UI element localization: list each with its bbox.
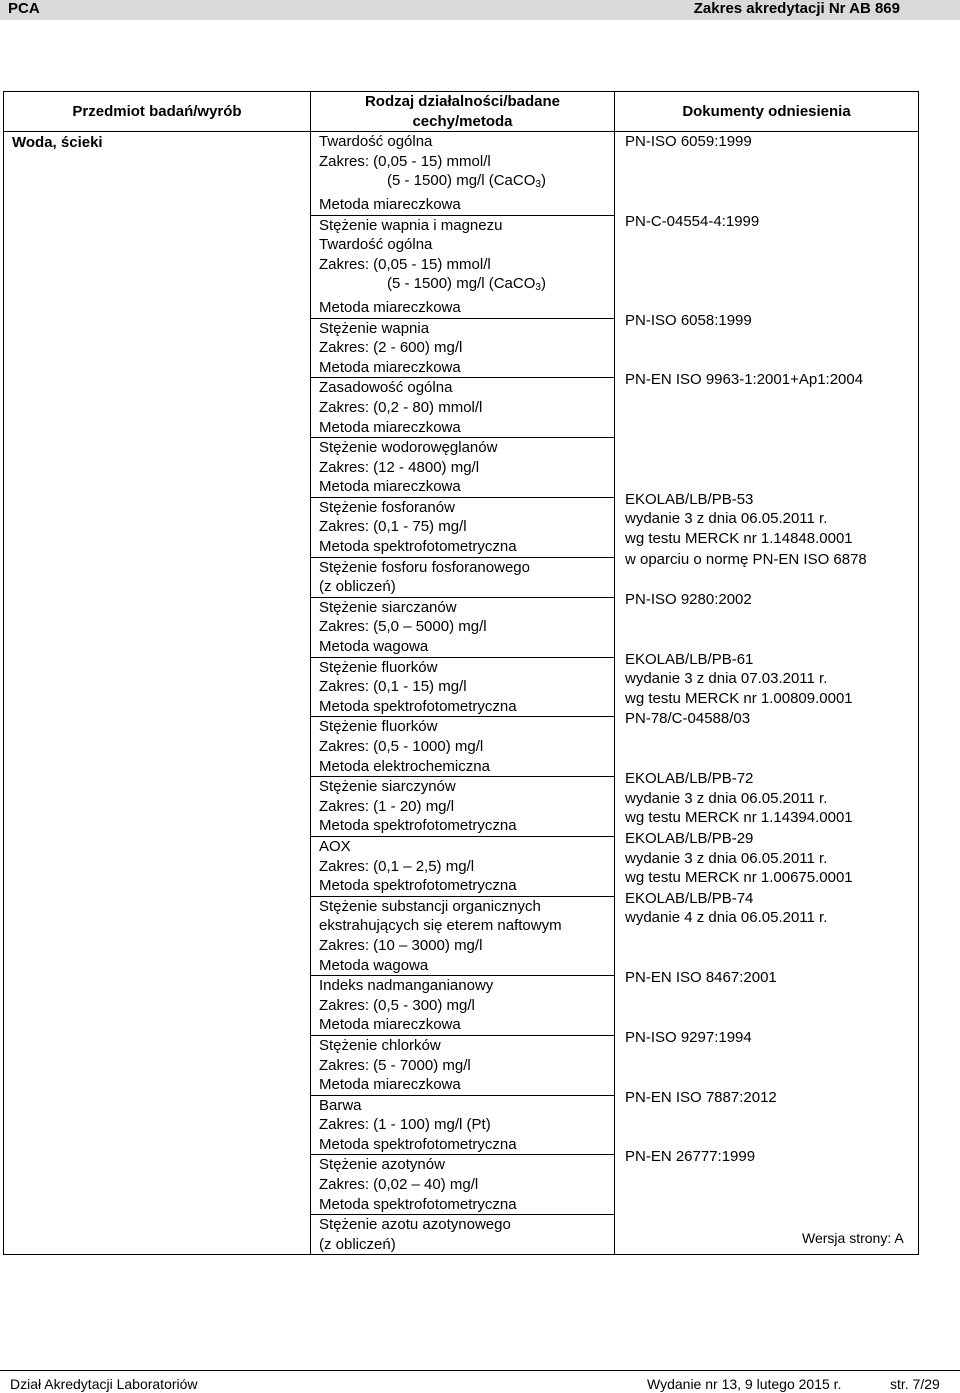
document-line xyxy=(625,1048,914,1068)
document-line xyxy=(625,928,914,948)
document-line: EKOLAB/LB/PB-72 xyxy=(625,770,754,788)
document-line: EKOLAB/LB/PB-74 xyxy=(625,889,754,907)
activity-line: Zakres: (0,1 - 75) mg/l xyxy=(319,518,467,536)
activity-cell xyxy=(311,132,615,1255)
activity-line: Stężenie wapnia xyxy=(319,319,430,337)
activity-line: Stężenie wodorowęglanów xyxy=(319,439,498,457)
activity-line: Zakres: (0,2 - 80) mmol/l xyxy=(319,398,483,416)
page-version: Wersja strony: A xyxy=(802,1230,904,1246)
activity-line: Metoda miareczkowa xyxy=(319,1076,461,1094)
activity-line: Zasadowość ogólna xyxy=(319,379,453,397)
activity-line: (5 - 1500) mg/l (CaCO$_3$) xyxy=(387,275,546,294)
activity-entry xyxy=(311,1155,614,1215)
activity-line: Stężenie chlorków xyxy=(319,1036,441,1054)
document-line: PN-EN ISO 9963-1:2001+Ap1:2004 xyxy=(625,371,864,389)
document-entry xyxy=(615,829,918,889)
document-line xyxy=(625,1127,914,1147)
document-entry xyxy=(615,590,918,650)
document-line xyxy=(625,350,914,370)
document-entry xyxy=(615,370,918,430)
activity-line: Metoda miareczkowa xyxy=(319,195,461,213)
document-line: wg testu MERCK nr 1.14848.0001 xyxy=(625,530,853,548)
activity-line: Metoda spektrofotometryczna xyxy=(319,877,517,895)
activity-entry xyxy=(311,717,614,777)
activity-line: Zakres: (1 - 100) mg/l (Pt) xyxy=(319,1116,491,1134)
activity-line: (z obliczeń) xyxy=(319,1235,396,1253)
activity-entry xyxy=(311,1215,614,1254)
col-header-subject xyxy=(4,92,311,132)
document-entry xyxy=(615,550,918,590)
document-line xyxy=(625,1187,914,1207)
document-entry xyxy=(615,311,918,371)
document-line xyxy=(625,330,914,350)
activity-entry xyxy=(311,897,614,976)
activity-line: Barwa xyxy=(319,1096,362,1114)
document-line xyxy=(625,390,914,410)
col-header-activity-line1: Rodzaj działalności/badane xyxy=(364,93,561,110)
document-entry xyxy=(615,132,918,211)
activity-line: Stężenie fluorków xyxy=(319,658,438,676)
documents-cell xyxy=(615,132,919,1255)
document-line: PN-EN ISO 8467:2001 xyxy=(625,969,777,987)
table-body-row xyxy=(4,132,919,1255)
activity-line: Zakres: (1 - 20) mg/l xyxy=(319,797,455,815)
document-entry xyxy=(615,650,918,710)
document-line: PN-ISO 6059:1999 xyxy=(625,133,752,151)
activity-entry xyxy=(311,319,614,379)
document-entry xyxy=(615,490,918,550)
document-line xyxy=(625,191,914,211)
activity-entry xyxy=(311,378,614,438)
activity-line: Zakres: (0,1 - 15) mg/l xyxy=(319,678,467,696)
activity-line: Zakres: (2 - 600) mg/l xyxy=(319,339,463,357)
document-line: PN-EN ISO 7887:2012 xyxy=(625,1088,777,1106)
document-line: EKOLAB/LB/PB-53 xyxy=(625,490,754,508)
footer-edition: Wydanie nr 13, 9 lutego 2015 r. xyxy=(647,1376,842,1392)
document-line xyxy=(625,1107,914,1127)
activity-line: Zakres: (0,5 - 300) mg/l xyxy=(319,996,475,1014)
activity-line: Indeks nadmanganianowy xyxy=(319,977,494,995)
document-line xyxy=(625,152,914,172)
document-line xyxy=(625,988,914,1008)
document-line xyxy=(625,948,914,968)
document-line xyxy=(625,1167,914,1187)
document-entry xyxy=(615,1088,918,1148)
activity-entry xyxy=(311,216,614,319)
activity-line: Zakres: (0,05 - 15) mmol/l xyxy=(319,255,491,273)
document-line: wydanie 4 z dnia 06.05.2011 r. xyxy=(625,909,828,927)
activity-entry xyxy=(311,132,614,215)
document-line: PN-C-04554-4:1999 xyxy=(625,212,760,230)
document-line xyxy=(625,569,914,589)
activity-line: Zakres: (5,0 – 5000) mg/l xyxy=(319,618,487,636)
document-line xyxy=(625,749,914,769)
col-header-activity xyxy=(311,92,615,132)
activity-line: ekstrahujących się eterem naftowym xyxy=(319,917,562,935)
activity-line: Metoda miareczkowa xyxy=(319,478,461,496)
document-entry xyxy=(615,709,918,769)
footer-page-number: str. 7/29 xyxy=(890,1376,940,1392)
document-entry xyxy=(615,968,918,1028)
document-line: wg testu MERCK nr 1.00675.0001 xyxy=(625,869,853,887)
document-line xyxy=(625,469,914,489)
header-org: PCA xyxy=(8,0,40,17)
document-entry xyxy=(615,889,918,968)
activity-line: Metoda spektrofotometryczna xyxy=(319,817,517,835)
document-line xyxy=(625,430,914,450)
activity-entry xyxy=(311,1036,614,1096)
header-title: Zakres akredytacji Nr AB 869 xyxy=(693,0,900,17)
activity-line: Twardość ogólna xyxy=(319,236,433,254)
activity-line: Stężenie fluorków xyxy=(319,718,438,736)
activity-line: Twardość ogólna xyxy=(319,133,433,151)
activity-line: Stężenie siarczynów xyxy=(319,778,456,796)
activity-line: AOX xyxy=(319,837,351,855)
activity-entry xyxy=(311,1096,614,1156)
activity-line: Metoda spektrofotometryczna xyxy=(319,538,517,556)
document-line: wydanie 3 z dnia 06.05.2011 r. xyxy=(625,510,828,528)
document-line: PN-ISO 6058:1999 xyxy=(625,311,752,329)
document-line xyxy=(625,171,914,191)
document-line xyxy=(625,609,914,629)
document-line: wydanie 3 z dnia 06.05.2011 r. xyxy=(625,849,828,867)
document-line xyxy=(625,290,914,310)
activity-line: Zakres: (5 - 7000) mg/l xyxy=(319,1056,471,1074)
subject-cell xyxy=(4,132,311,1255)
document-line xyxy=(625,1207,914,1227)
document-line xyxy=(625,629,914,649)
activity-entry xyxy=(311,558,614,598)
document-line: wydanie 3 z dnia 06.05.2011 r. xyxy=(625,789,828,807)
activity-line: Metoda spektrofotometryczna xyxy=(319,697,517,715)
activity-line: Metoda miareczkowa xyxy=(319,1016,461,1034)
col-header-subject-label: Przedmiot badań/wyrób xyxy=(72,102,242,120)
activity-line: Stężenie wapnia i magnezu xyxy=(319,216,503,234)
document-line: EKOLAB/LB/PB-29 xyxy=(625,829,754,847)
document-line: PN-EN 26777:1999 xyxy=(625,1148,756,1166)
document-entry xyxy=(615,1028,918,1088)
accreditation-table xyxy=(3,91,919,1255)
document-entry xyxy=(615,212,918,311)
document-line: PN-ISO 9297:1994 xyxy=(625,1028,752,1046)
activity-entry xyxy=(311,658,614,718)
activity-line: Stężenie fosforu fosforanowego xyxy=(319,558,530,576)
document-line: wg testu MERCK nr 1.14394.0001 xyxy=(625,809,853,827)
activity-line: Metoda wagowa xyxy=(319,956,429,974)
activity-entry xyxy=(311,438,614,498)
document-entry xyxy=(615,769,918,829)
document-line: PN-78/C-04588/03 xyxy=(625,710,751,728)
activity-line: Metoda miareczkowa xyxy=(319,298,461,316)
activity-line: Stężenie siarczanów xyxy=(319,598,457,616)
document-line xyxy=(625,1007,914,1027)
activity-line: Metoda spektrofotometryczna xyxy=(319,1195,517,1213)
col-header-documents xyxy=(615,92,919,132)
activity-entry xyxy=(311,498,614,558)
table-header-row xyxy=(4,92,919,132)
activity-line: Stężenie azotu azotynowego xyxy=(319,1216,511,1234)
activity-line: Metoda spektrofotometryczna xyxy=(319,1135,517,1153)
activity-entry xyxy=(311,598,614,658)
activity-entry xyxy=(311,837,614,897)
activity-line: Metoda miareczkowa xyxy=(319,418,461,436)
footer-department: Dział Akredytacji Laboratoriów xyxy=(10,1376,198,1392)
activity-line: Stężenie substancji organicznych xyxy=(319,897,541,915)
document-line xyxy=(625,251,914,271)
activity-line: Zakres: (0,05 - 15) mmol/l xyxy=(319,152,491,170)
document-line: w oparciu o normę PN-EN ISO 6878 xyxy=(625,550,867,568)
col-header-documents-label: Dokumenty odniesienia xyxy=(682,102,851,120)
activity-entry xyxy=(311,976,614,1036)
document-line xyxy=(625,410,914,430)
activity-line: Zakres: (12 - 4800) mg/l xyxy=(319,458,480,476)
activity-line: (5 - 1500) mg/l (CaCO$_3$) xyxy=(387,172,546,191)
document-line xyxy=(625,231,914,251)
document-line: wg testu MERCK nr 1.00809.0001 xyxy=(625,689,853,707)
activity-line: (z obliczeń) xyxy=(319,578,396,596)
document-line: PN-ISO 9280:2002 xyxy=(625,590,752,608)
page-header-bar xyxy=(0,0,960,20)
document-entry xyxy=(615,1147,918,1207)
footer-divider xyxy=(0,1370,960,1371)
activity-line: Stężenie azotynów xyxy=(319,1156,445,1174)
activity-line: Stężenie fosforanów xyxy=(319,498,455,516)
document-line: EKOLAB/LB/PB-61 xyxy=(625,650,754,668)
document-line xyxy=(625,270,914,290)
document-line xyxy=(625,450,914,470)
document-line: wydanie 3 z dnia 07.03.2011 r. xyxy=(625,670,828,688)
col-header-activity-line2: cechy/metoda xyxy=(412,112,513,130)
activity-line: Metoda wagowa xyxy=(319,638,429,656)
activity-line: Metoda miareczkowa xyxy=(319,358,461,376)
subject-label: Woda, ścieki xyxy=(12,134,103,152)
activity-line: Zakres: (0,1 – 2,5) mg/l xyxy=(319,857,475,875)
activity-line: Metoda elektrochemiczna xyxy=(319,757,490,775)
activity-line: Zakres: (0,02 – 40) mg/l xyxy=(319,1176,479,1194)
document-line xyxy=(625,1067,914,1087)
document-line xyxy=(625,729,914,749)
document-entry xyxy=(615,430,918,490)
activity-entry xyxy=(311,777,614,837)
activity-line: Zakres: (0,5 - 1000) mg/l xyxy=(319,738,484,755)
activity-line: Zakres: (10 – 3000) mg/l xyxy=(319,936,483,954)
